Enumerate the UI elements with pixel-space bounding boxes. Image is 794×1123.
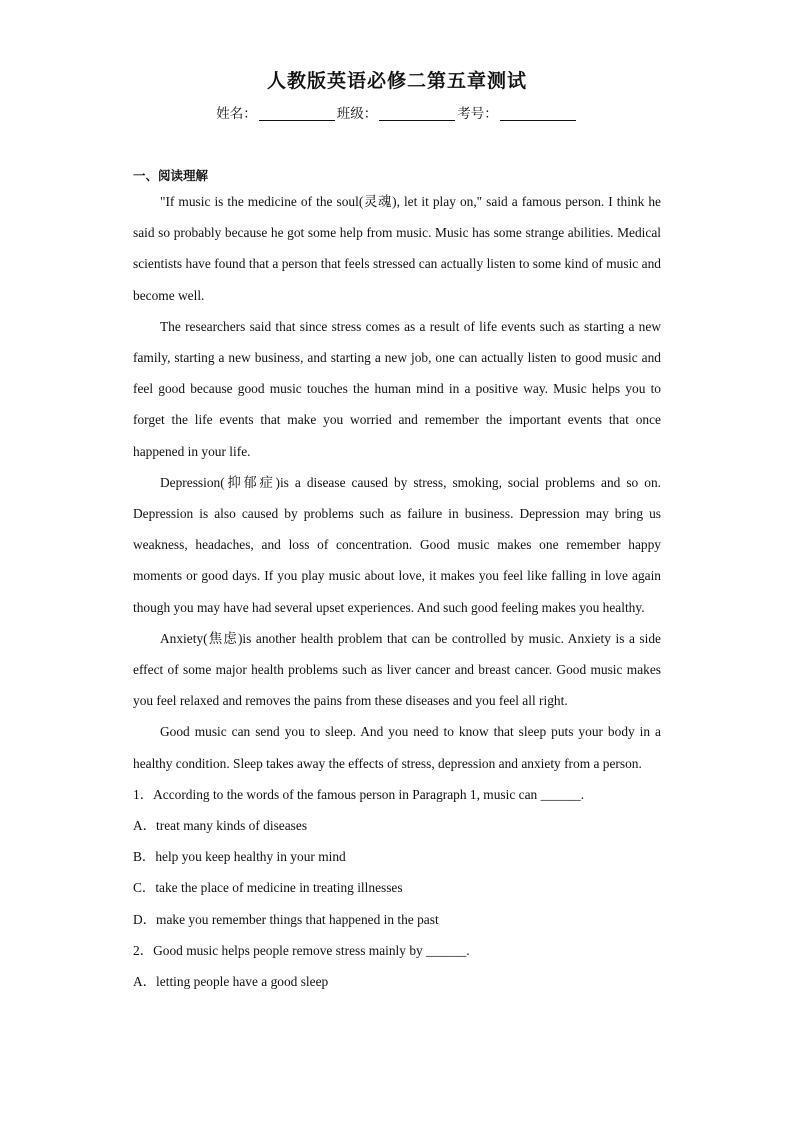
passage-paragraph: Good music can send you to sleep. And you need to know that sleep puts your body in a healthy condition. Sleep takes away the effects of stress, depression and anxiety from a person. <box>133 724 661 771</box>
class-label: 班级： <box>336 106 378 122</box>
passage-paragraph: "If music is the medicine of the soul(灵魂), let it play on," said a famous person. I think he said so probably because he got some help from music. Music has some strange abilities. Medical scientists have found that a person that feels stressed can actually listen to some kind of music and become well. <box>133 194 661 303</box>
question-list <box>133 779 661 997</box>
passage-paragraph: Depression(抑郁症)is a disease caused by stress, smoking, social problems and so on. Depression is also caused by problems such as failure in business. Depression may bring us weakness, headaches, and loss of concentration. Good music makes one remember happy moments or good days. If you play music about love, it makes you feel like falling in love again though you may have had several upset experiences. And such good feeling makes you healthy. <box>133 474 661 615</box>
student-info-line <box>0 102 794 122</box>
id-blank[interactable] <box>500 106 576 121</box>
passage-paragraph: Anxiety(焦虑)is another health problem that can be controlled by music. Anxiety is a side effect of some major health problems such as liver cancer and breast cancer. Good music makes you feel relaxed and removes the pains from these diseases and you feel all right. <box>133 630 661 709</box>
name-label: 姓名： <box>216 106 257 122</box>
answer-option: C．take the place of medicine in treating illnesses <box>133 880 403 896</box>
answer-option: A．treat many kinds of diseases <box>133 818 308 834</box>
id-label: 考号： <box>457 106 498 122</box>
name-blank[interactable] <box>259 106 335 121</box>
answer-option: B．help you keep healthy in your mind <box>133 849 346 865</box>
section-title: 一、阅读理解 <box>133 168 209 183</box>
answer-option: A．letting people have a good sleep <box>133 974 329 990</box>
passage-paragraph: The researchers said that since stress comes as a result of life events such as starting a new family, starting a new business, and starting a new job, one can actually listen to good music and feel good because good music touches the human mind in a positive way. Music helps you to forget the life events that make you worried and remember the important events that once happened in your life. <box>133 318 661 459</box>
reading-passage <box>133 186 661 997</box>
class-blank[interactable] <box>379 106 455 121</box>
question-stem: 1．According to the words of the famous person in Paragraph 1, music can ______. <box>133 786 585 802</box>
answer-option: D．make you remember things that happened in the past <box>133 911 439 927</box>
question-stem: 2．Good music helps people remove stress mainly by ______. <box>133 942 470 958</box>
page-title: 人教版英语必修二第五章测试 <box>266 70 527 92</box>
